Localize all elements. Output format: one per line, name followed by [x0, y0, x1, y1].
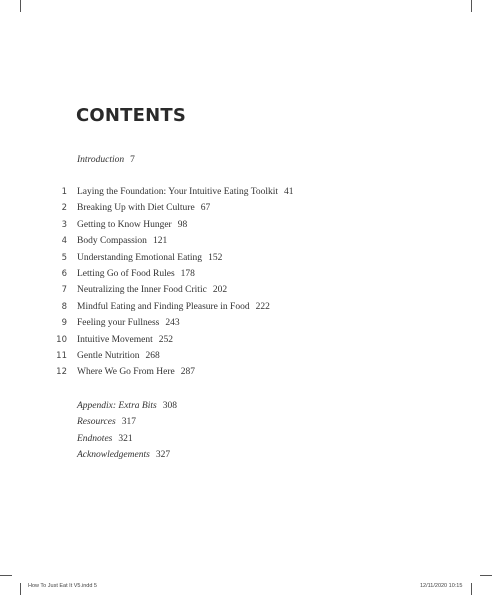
toc-entry-page-number: 121 — [152, 236, 168, 247]
toc-entry-title: Neutralizing the Inner Food Critic — [77, 285, 207, 296]
toc-entry-title: Acknowledgements — [77, 449, 150, 460]
toc-entry-title: Feeling your Fullness — [77, 318, 160, 329]
toc-entry-text — [77, 251, 222, 265]
toc-entry-text — [77, 365, 195, 379]
toc-entry-page-number: 327 — [155, 449, 171, 460]
toc-entry-title: Letting Go of Food Rules — [77, 269, 175, 279]
toc-entry-page-number: 243 — [165, 318, 180, 329]
toc-entry-title: Body Compassion — [77, 236, 147, 247]
toc-entry-page-number: 317 — [121, 417, 136, 428]
toc-entry-text — [77, 415, 136, 429]
toc-entry-title: Mindful Eating and Finding Pleasure in Food — [77, 301, 250, 312]
toc-entry-page-number: 7 — [130, 155, 135, 165]
toc-entry-page-number: 268 — [145, 351, 160, 361]
chapter-number: 12 — [56, 367, 67, 378]
toc-entry-page-number: 287 — [180, 367, 195, 378]
toc-entry-page-number: 67 — [200, 203, 211, 214]
toc-entry-text — [77, 432, 133, 446]
toc-entry-title: Breaking Up with Diet Culture — [77, 203, 195, 214]
toc-entry-page-number: 178 — [180, 269, 195, 279]
slug-file-name: How To Just Eat It V5.indd 5 — [28, 583, 97, 589]
toc-entry-page-number: 98 — [177, 219, 188, 230]
toc-entry-page-number: 308 — [162, 401, 177, 411]
toc-entry-title: Getting to Know Hunger — [77, 219, 172, 230]
toc-entry-title: Intuitive Movement — [77, 334, 153, 345]
crop-mark-top-right — [471, 0, 472, 12]
crop-mark-right-bottom — [480, 575, 492, 576]
toc-entry-text — [77, 399, 177, 413]
toc-entry-text — [77, 448, 170, 462]
toc-entry-title: Gentle Nutrition — [77, 351, 140, 361]
toc-entry-text — [77, 283, 227, 297]
toc-entry-text — [77, 153, 135, 167]
toc-entry-title: Where We Go From Here — [77, 367, 175, 378]
chapter-number: 10 — [56, 334, 67, 345]
toc-entry-text — [77, 234, 167, 248]
chapter-number: 7 — [61, 285, 67, 296]
toc-entry-text — [77, 333, 173, 347]
toc-entry-title: Laying the Foundation: Your Intuitive Eating Toolkit — [77, 187, 279, 197]
toc-entry-page-number: 202 — [212, 285, 228, 296]
page-title: CONTENTS — [76, 105, 187, 126]
toc-entry-title: Appendix: Extra Bits — [77, 401, 157, 411]
toc-entry-page-number: 41 — [284, 187, 294, 197]
toc-entry-page-number: 252 — [158, 334, 173, 345]
chapter-number: 5 — [61, 252, 67, 263]
toc-entry-text — [77, 267, 195, 281]
toc-entry-page-number: 152 — [208, 252, 223, 263]
chapter-number: 2 — [61, 203, 67, 214]
toc-entry-title: Endnotes — [77, 433, 113, 444]
crop-mark-bottom-right — [471, 583, 472, 595]
crop-mark-bottom-left — [20, 583, 21, 595]
toc-entry-text — [77, 218, 187, 232]
toc-entry-page-number: 222 — [255, 301, 270, 312]
chapter-number: 4 — [61, 236, 67, 247]
chapter-number: 11 — [56, 351, 67, 361]
chapter-number: 6 — [61, 269, 67, 279]
slug-timestamp: 12/11/2020 10:15 — [420, 583, 463, 589]
toc-entry-text — [77, 185, 294, 199]
toc-entry-text — [77, 201, 210, 215]
toc-entry-title: Resources — [77, 417, 116, 428]
toc-entry-text — [77, 300, 270, 314]
toc-entry-title: Understanding Emotional Eating — [77, 252, 203, 263]
toc-entry-text — [77, 349, 160, 363]
chapter-number: 9 — [61, 318, 67, 329]
toc-entry-text — [77, 316, 180, 330]
chapter-number: 8 — [61, 301, 67, 312]
toc-entry-page-number: 321 — [118, 433, 133, 444]
crop-mark-top-left — [20, 0, 21, 12]
chapter-number: 3 — [61, 219, 67, 230]
crop-mark-left-bottom — [0, 575, 12, 576]
chapter-number: 1 — [61, 187, 67, 197]
toc-entry-title: Introduction — [77, 155, 125, 165]
